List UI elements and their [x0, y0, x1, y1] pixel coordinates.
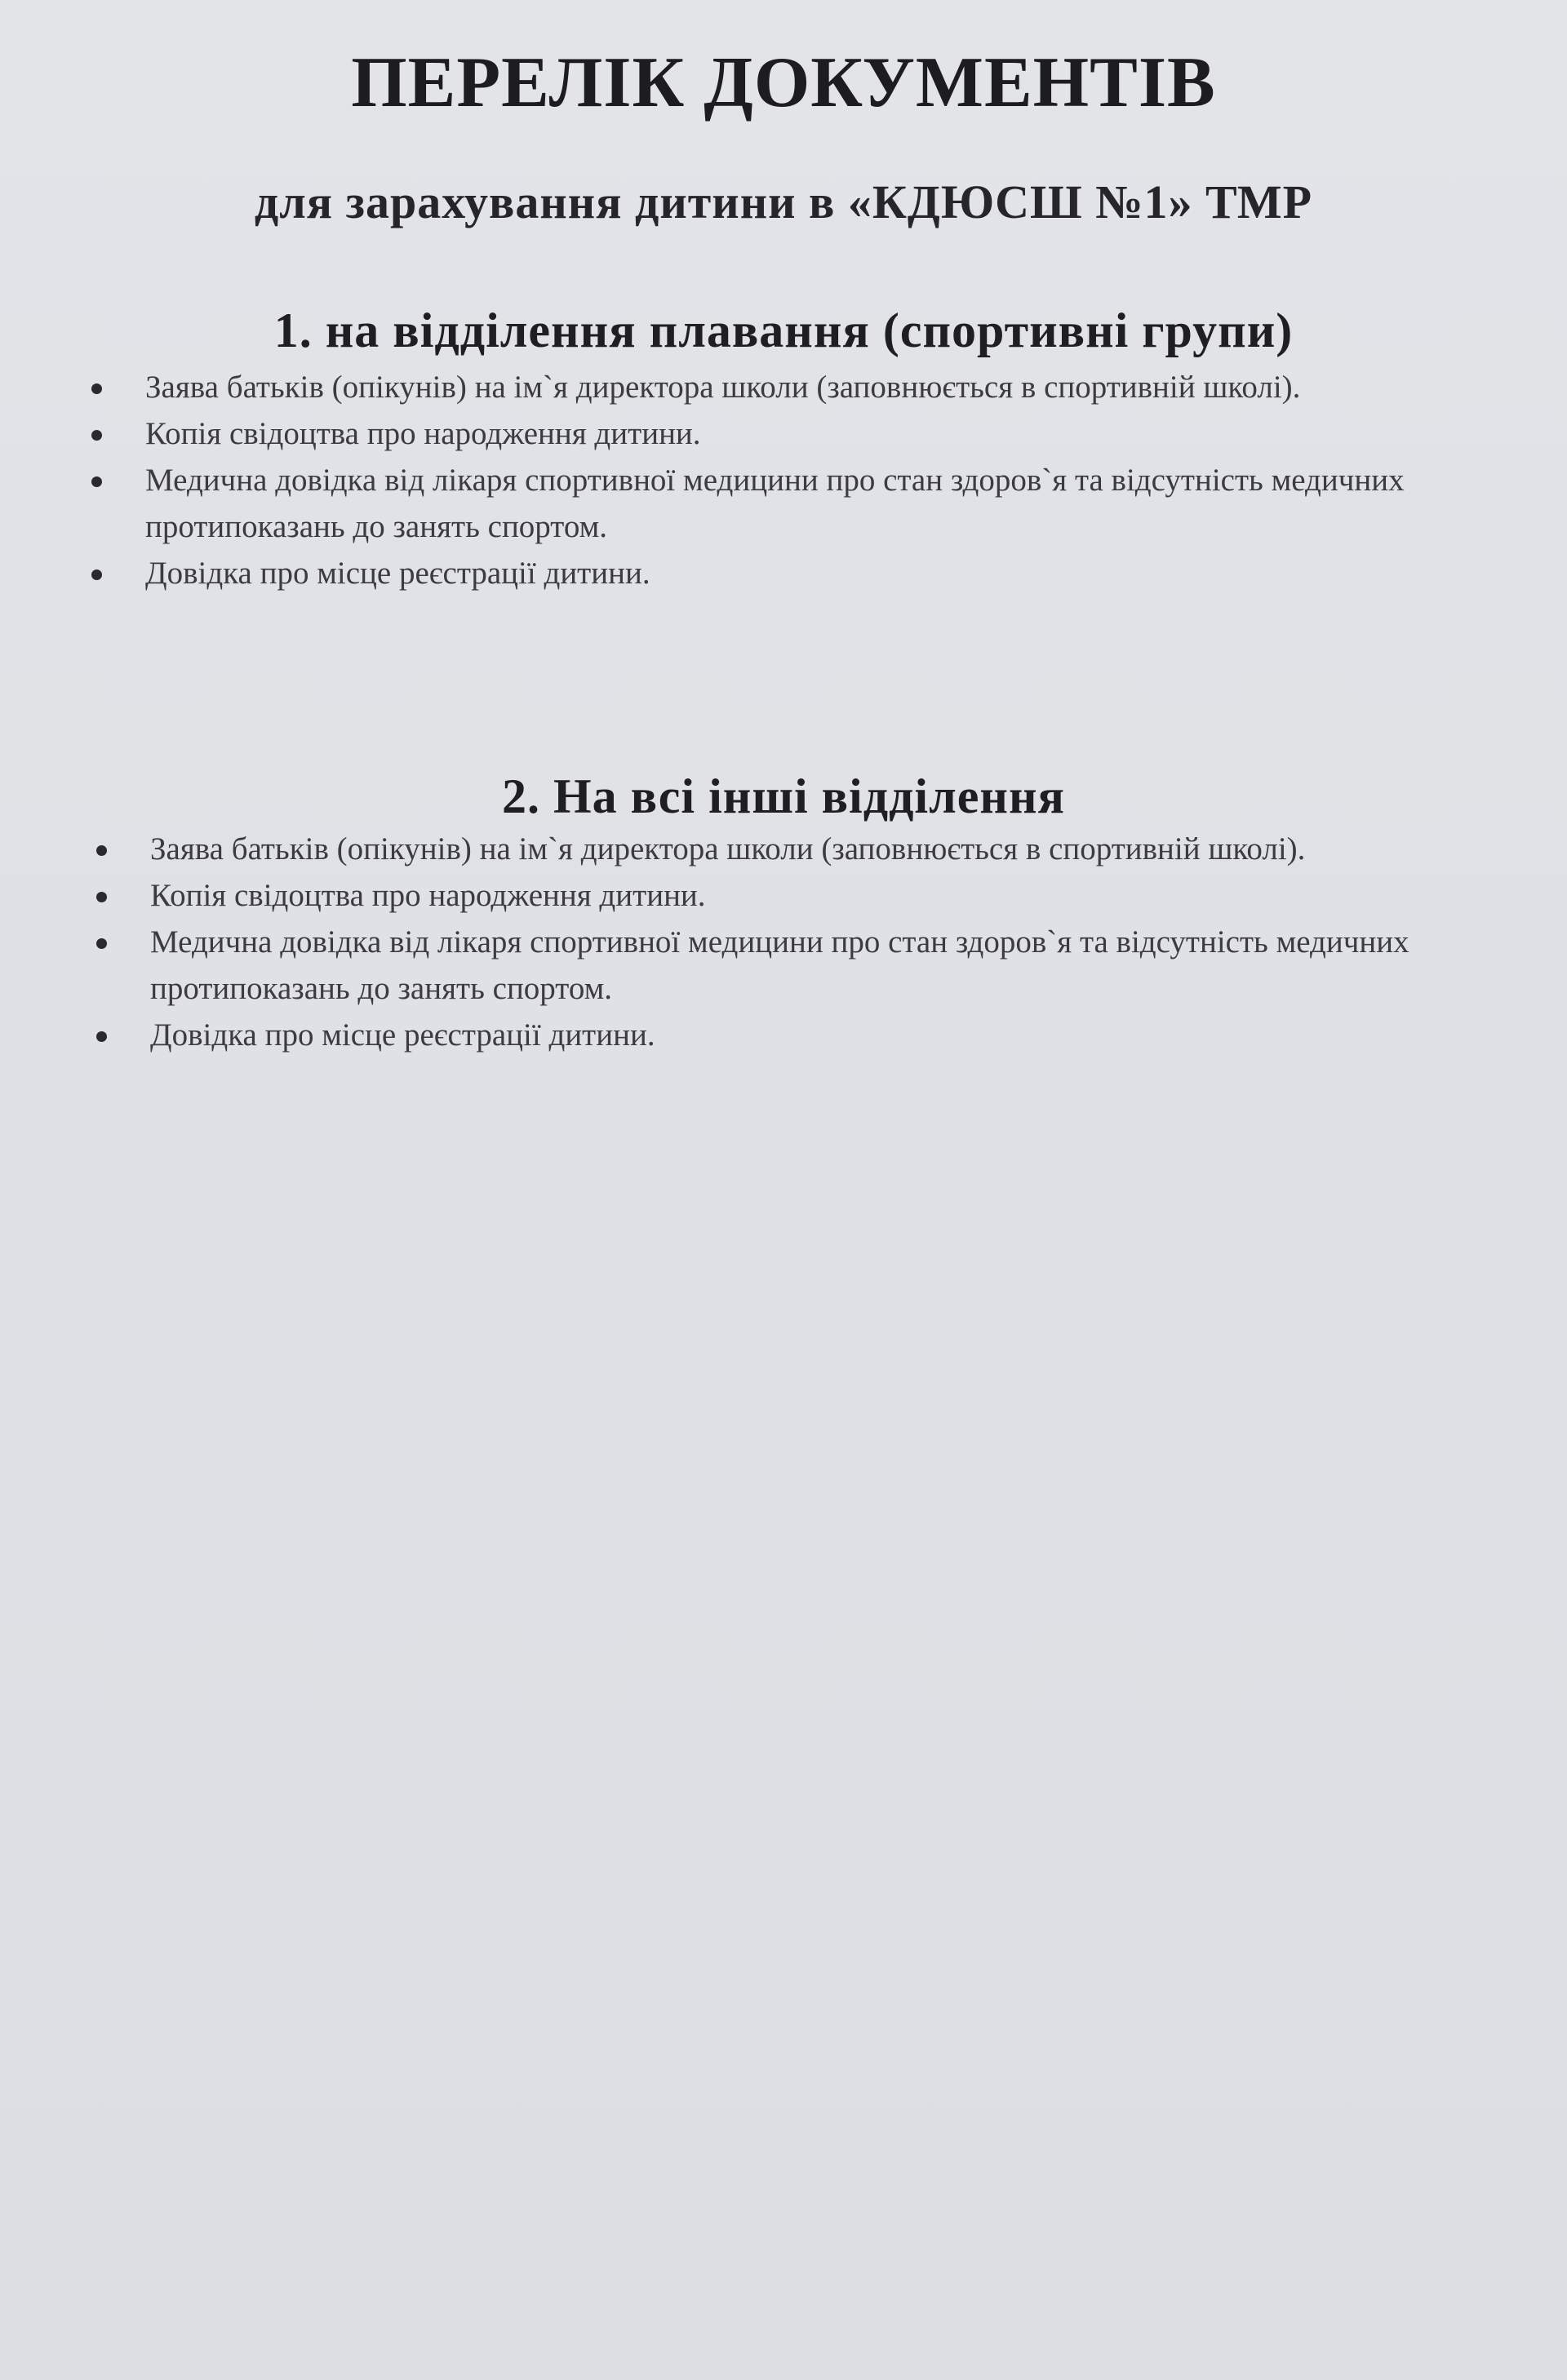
bullet-icon — [96, 845, 107, 856]
section-heading-swimming: 1. на відділення плавання (спортивні групи) — [273, 304, 1294, 357]
bullet-icon — [91, 430, 102, 441]
section-heading-other: 2. На всі інші відділення — [501, 769, 1065, 823]
list-item — [91, 550, 1495, 596]
list-item-text: Заява батьків (опікунів) на ім`я директора школи (заповнюється в спортивній школі). — [145, 370, 1301, 405]
list-item-text: Медична довідка від лікаря спортивної медицини про стан здоров`я та відсутність медичних протипоказань до занять спортом. — [145, 463, 1405, 544]
list-item — [96, 919, 1500, 1012]
document-subtitle: для зарахування дитини в «КДЮСШ №1» ТМР — [254, 175, 1313, 228]
bullet-icon — [96, 938, 107, 949]
list-item — [96, 1012, 1500, 1058]
bullet-icon — [96, 892, 107, 902]
bullet-icon — [91, 570, 102, 580]
document-list-swimming — [91, 364, 1495, 596]
list-item — [96, 826, 1500, 872]
list-item — [91, 457, 1495, 550]
bullet-icon — [91, 383, 102, 394]
document-list-other — [96, 826, 1500, 1058]
list-item-text: Копія свідоцтва про народження дитини. — [150, 878, 706, 913]
list-item-text: Медична довідка від лікаря спортивної медицини про стан здоров`я та відсутність медичних протипоказань до занять спортом. — [150, 924, 1409, 1006]
document-title: ПЕРЕЛІК ДОКУМЕНТІВ — [351, 43, 1216, 122]
bullet-icon — [96, 1031, 107, 1042]
list-item-text: Заява батьків (опікунів) на ім`я директора школи (заповнюється в спортивній школі). — [150, 831, 1306, 866]
bullet-icon — [91, 476, 102, 487]
list-item-text: Копія свідоцтва про народження дитини. — [145, 416, 701, 451]
list-item — [91, 364, 1495, 410]
list-item — [91, 410, 1495, 457]
list-item-text: Довідка про місце реєстрації дитини. — [150, 1017, 655, 1053]
list-item-text: Довідка про місце реєстрації дитини. — [145, 556, 650, 591]
list-item — [96, 872, 1500, 919]
